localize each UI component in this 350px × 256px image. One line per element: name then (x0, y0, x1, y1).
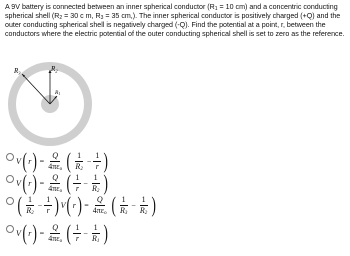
r2-label: $R_2$ (51, 65, 58, 74)
option-a-formula: V ( r ) = $\frac{Q}{4\pi\varepsilon_o}$ ( $\frac{1}{R_2}$ − $\frac{1}{r}$ ) (16, 148, 109, 173)
option-b-radio[interactable] (6, 175, 14, 183)
r1-label: $R_1$ (55, 90, 61, 97)
option-c-formula: ( $\frac{1}{R_2}$ − $\frac{1}{r}$ ) V ( r ) = $\frac{Q}{4\pi\varepsilon_o}$ ( $\frac{1}{R_3}$ − $\frac{1}{R_2}$ ) (17, 192, 157, 217)
option-d-formula: V ( r ) = $\frac{Q}{4\pi\varepsilon_o}$ ( $\frac{1}{r}$ − $\frac{1}{R_1}$ ) (16, 220, 109, 245)
question-text: A 9V battery is connected between an inner spherical conductor ($R_1 = 10$ cm) and a concentric conducting spherical shell ($R_2 = 30$ c m, $R_3 = 35$ cm,). The inner spherical conductor is positively charged (+Q) and the outer conducting spherical shell is negatively charged (-Q). Find the potential at a point, r, between the conductors where the electric potential of the outer conducting spherical shell is set to zero as the reference. (5, 3, 345, 38)
r3-label: $R_3$ (14, 67, 21, 76)
option-d-radio[interactable] (6, 225, 14, 233)
option-c-radio[interactable] (6, 197, 14, 205)
option-a-radio[interactable] (6, 153, 14, 161)
option-b-formula: V ( r ) = $\frac{Q}{4\pi\varepsilon_o}$ ( $\frac{1}{r}$ − $\frac{1}{R_2}$ ) (16, 170, 109, 195)
concentric-spheres-diagram (0, 52, 105, 162)
